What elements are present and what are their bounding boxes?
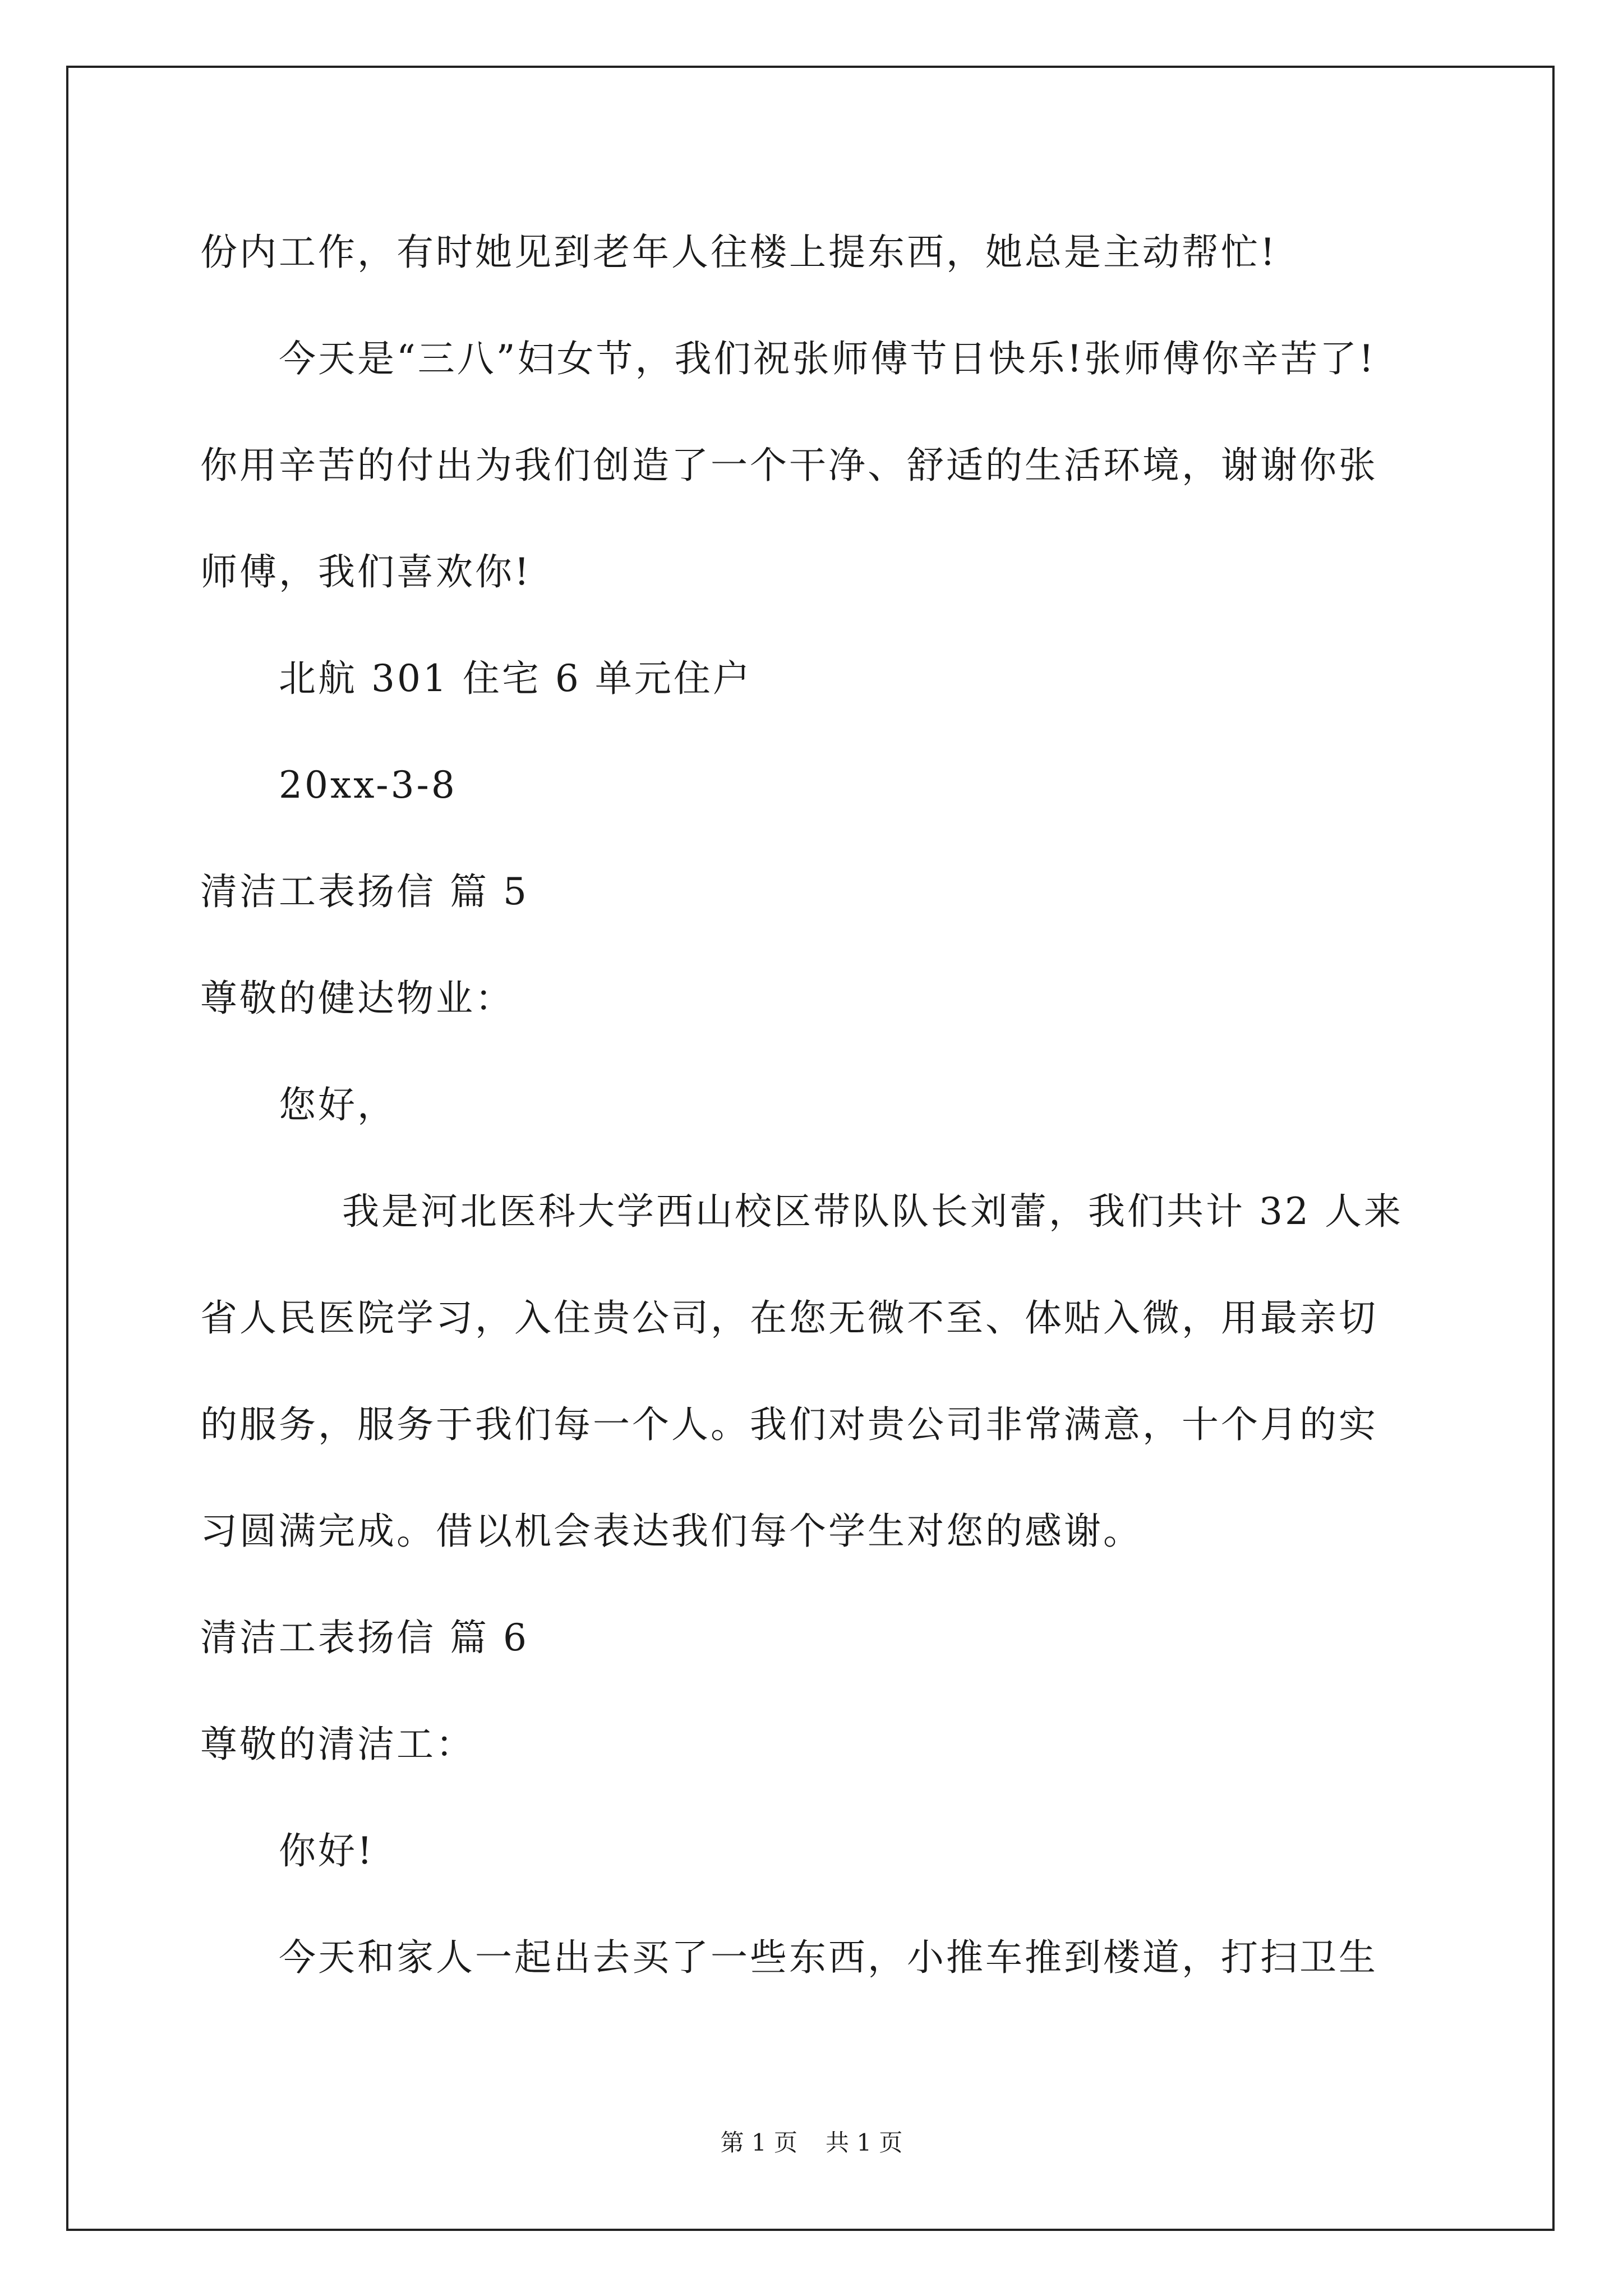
signature-line: 北航 301 住宅 6 单元住户 xyxy=(279,657,752,700)
page-border xyxy=(66,66,1555,2231)
page-number: 第 1 页 xyxy=(720,2129,797,2156)
greeting-line: 您好， xyxy=(279,1083,396,1126)
salutation-line: 尊敬的健达物业： xyxy=(200,977,514,1020)
page-count: 共 1 页 xyxy=(826,2129,903,2156)
body-line-13: 习圆满完成。借以机会表达我们每个学生对您的感谢。 xyxy=(200,1510,1142,1553)
body-line-17: 今天和家人一起出去买了一些东西，小推车推到楼道，打扫卫生 xyxy=(279,1936,1378,1979)
section-heading-5: 清洁工表扬信 篇 5 xyxy=(200,870,529,913)
salutation-line-2: 尊敬的清洁工： xyxy=(200,1723,475,1766)
body-line-10: 我是河北医科大学西山校区带队队长刘蕾，我们共计 32 人来 xyxy=(342,1190,1403,1233)
body-line-4: 师傅，我们喜欢你! xyxy=(200,550,532,593)
section-heading-6: 清洁工表扬信 篇 6 xyxy=(200,1616,529,1659)
body-line-2: 今天是“三八”妇女节，我们祝张师傅节日快乐!张师傅你辛苦了! xyxy=(279,337,1376,380)
body-line-3: 你用辛苦的付出为我们创造了一个干净、舒适的生活环境，谢谢你张 xyxy=(200,444,1378,487)
body-line-11: 省人民医院学习，入住贵公司，在您无微不至、体贴入微，用最亲切 xyxy=(200,1296,1378,1340)
body-line-1: 份内工作，有时她见到老年人往楼上提东西，她总是主动帮忙! xyxy=(200,231,1278,274)
body-line-12: 的服务，服务于我们每一个人。我们对贵公司非常满意，十个月的实 xyxy=(200,1403,1378,1446)
page-footer xyxy=(0,2126,1623,2160)
date-line: 20xx-3-8 xyxy=(279,763,457,807)
greeting-line-2: 你好! xyxy=(279,1829,375,1872)
